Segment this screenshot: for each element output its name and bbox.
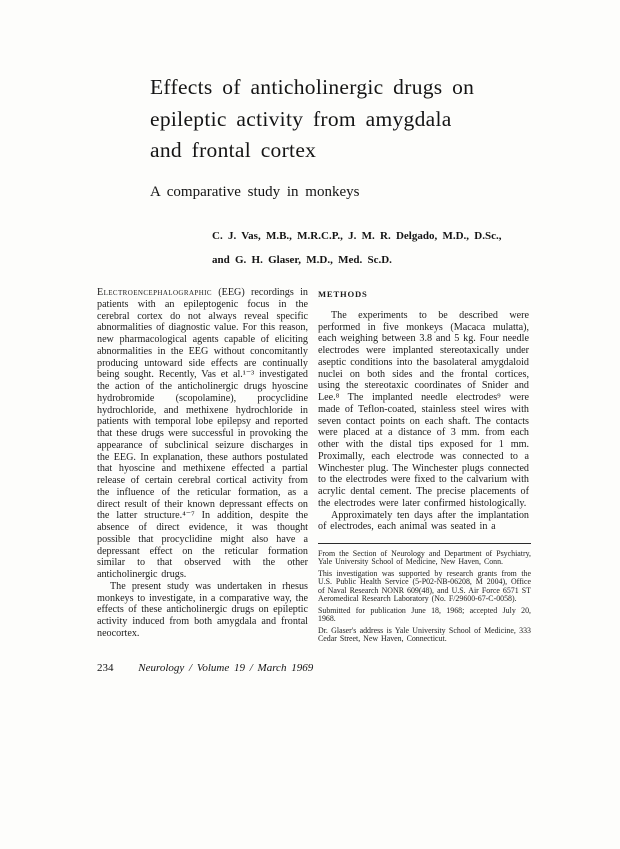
footnote-submission-dates: Submitted for publication June 18, 1968; accepted July 20, 1968.	[318, 605, 531, 624]
page-number: 234	[97, 662, 114, 674]
article-subtitle: A comparative study in monkeys	[150, 184, 360, 200]
footnote-affiliation: From the Section of Neurology and Department of Psychiatry, Yale University School of Medicine, New Haven, Conn.	[318, 549, 531, 567]
footnote-funding: This investigation was supported by research grants from the U.S. Public Health Service (5-P02-NB-06208, M 2004), Office of Naval Research NONR 609(48), and U.S. Air Force 6571 ST Aeromedical Research Laboratory (No. F/29600-67-C-0058).	[318, 569, 531, 603]
article-title-line-2: epileptic activity from amygdala	[150, 106, 452, 131]
article-title	[150, 72, 474, 167]
footnote-address: Dr. Glaser's address is Yale University School of Medicine, 333 Cedar Street, New Haven, Connecticut.	[318, 625, 531, 644]
left-column	[97, 287, 308, 640]
page-footer	[97, 662, 313, 674]
section-heading-methods: METHODS	[318, 289, 368, 299]
purpose-paragraph: The present study was undertaken in rhesus monkeys to investigate, in a comparative way, the effects of these anticholinergic drugs on epileptic activity induced from both amygdala and frontal neocortex.	[97, 580, 308, 639]
journal-citation: Neurology / Volume 19 / March 1969	[138, 662, 314, 674]
intro-paragraph-text: (EEG) recordings in patients with an epileptogenic focus in the cerebral cortex do not always reveal specific abnormalities of diagnostic value. For this reason, new pharmacological agents capable of eliciting abnormalities in the EEG without concomitantly producing untoward side effects are continually being sought. Recently, Vas et al.¹⁻³ investigated the action of the anticholinergic drugs hyoscine hydrobromide (scopolamine), procyclidine hydrochloride, and methixene hydrochloride in patients with temporal lobe epilepsy and reported that these drugs were successful in provoking the appearance of subclinical seizure discharges in the EEG. In explanation, these authors postulated that hyoscine and methixene effected a partial release of certain cerebral cortical activity from the influence of the reticular formation, as a direct result of their known depressant effects on the latter structure.⁴⁻⁷ In addition, despite the absence of direct evidence, it was thought possible that procyclidine might also have a depressant effect on the reticular formation similar to that observed with the other anticholinergic drugs.	[97, 287, 308, 580]
footnote-divider	[318, 543, 531, 544]
article-title-line-3: and frontal cortex	[150, 138, 317, 162]
intro-lead-word: Electroencephalographic	[97, 287, 212, 298]
methods-paragraph-1: The experiments to be described were performed in five monkeys (Macaca mulatta), each weighing between 3.8 and 5 kg. Four needle electrodes were implanted stereotaxically under aseptic conditions into the basolateral amygdaloid nuclei on both sides and the frontal cortices, using the stereotaxic coordinates of Snider and Lee.⁸ The implanted needle electrodes⁹ were made of Teflon-coated, stainless steel wires with seven contact points on each shaft. The contacts were placed at a distance of 3 mm. from each other with the distal tips exposed for 1 mm. Proximally, each electrode was connected to a Winchester plug. The Winchester plugs connected to the electrodes were fixed to the calvarium with acrylic dental cement. The precise placements of the electrodes were later confirmed histologically.	[318, 309, 529, 509]
methods-paragraph-2: Approximately ten days after the implantation of electrodes, each animal was seated in a	[318, 509, 529, 533]
author-line-1: C. J. Vas, M.B., M.R.C.P., J. M. R. Delgado, M.D., D.Sc.,	[212, 230, 502, 242]
author-line-2: and G. H. Glaser, M.D., Med. Sc.D.	[212, 254, 392, 266]
article-title-line-1: Effects of anticholinergic drugs on	[150, 75, 475, 99]
author-byline	[212, 224, 502, 272]
footnote-block	[318, 543, 531, 647]
intro-paragraph	[97, 287, 308, 581]
